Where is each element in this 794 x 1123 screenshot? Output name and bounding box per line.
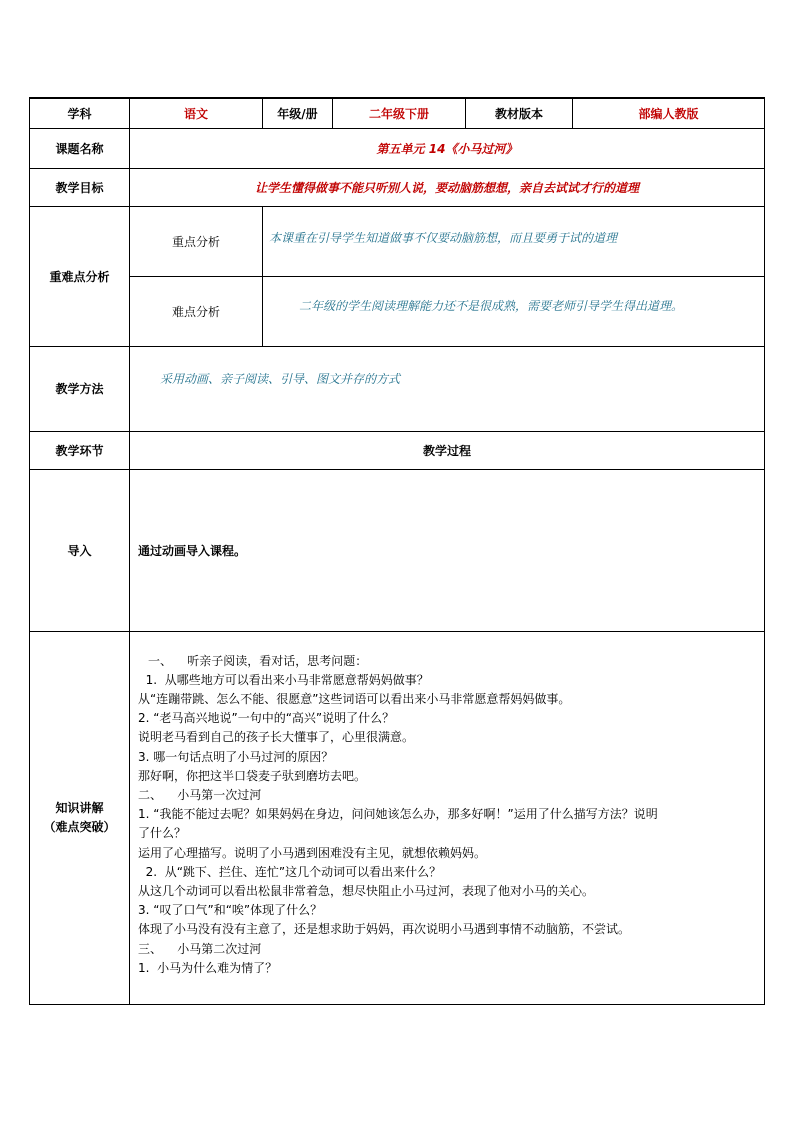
knowledge-line: 2. 从“跳下、拦住、连忙”这几个动词可以看出来什么？ <box>138 864 442 879</box>
knowledge-line: 1. “我能不能过去呢？如果妈妈在身边，问问她该怎么办，那多好啊！”运用了什么描写方法？说明 <box>138 807 658 822</box>
knowledge-line: 1. 小马为什么难为情了？ <box>138 960 278 975</box>
knowledge-content <box>130 631 765 1004</box>
knowledge-line: 三、 小马第二次过河 <box>138 941 262 956</box>
teaching-method-label: 教学方法 <box>30 346 130 431</box>
intro-value: 通过动画导入课程。 <box>130 469 765 631</box>
lesson-title-label: 课题名称 <box>30 128 130 168</box>
knowledge-line: 一、 听亲子阅读，看对话，思考问题： <box>148 653 368 668</box>
knowledge-line: 体现了小马没有没有主意了，还是想求助于妈妈，再次说明小马遇到事情不动脑筋，不尝试。 <box>138 922 631 937</box>
knowledge-line: 说明老马看到自己的孩子长大懂事了，心里很满意。 <box>138 730 415 745</box>
subject-value: 语文 <box>130 98 263 128</box>
stage-label: 教学环节 <box>30 431 130 469</box>
knowledge-label-line1: 知识讲解 <box>55 800 104 815</box>
grade-value: 二年级下册 <box>333 98 466 128</box>
knowledge-row <box>30 631 765 1004</box>
teaching-goal-value: 让学生懂得做事不能只听别人说，要动脑筋想想，亲自去试试才行的道理 <box>130 168 765 206</box>
knowledge-line: 3. 哪一句话点明了小马过河的原因？ <box>138 749 334 764</box>
knowledge-line: 3. “叹了口气”和“唉”体现了什么？ <box>138 903 323 918</box>
knowledge-line: 从这几个动词可以看出松鼠非常着急，想尽快阻止小马过河，表现了他对小马的关心。 <box>138 883 595 898</box>
lesson-title-row <box>30 128 765 168</box>
teaching-method-value: 采用动画、亲子阅读、引导、图文并存的方式 <box>130 346 765 431</box>
process-header-row <box>30 431 765 469</box>
knowledge-line: 从“连蹦带跳、怎么不能、很愿意”这些词语可以看出来小马非常愿意帮妈妈做事。 <box>138 691 571 706</box>
key-analysis-row <box>30 206 765 276</box>
lesson-plan-table <box>29 97 765 1005</box>
edition-label: 教材版本 <box>466 98 573 128</box>
difficult-analysis-value: 二年级的学生阅读理解能力还不是很成熟，需要老师引导学生得出道理。 <box>263 276 765 346</box>
grade-label: 年级/册 <box>263 98 333 128</box>
difficult-analysis-label: 难点分析 <box>130 276 263 346</box>
knowledge-label <box>30 631 130 1004</box>
difficult-analysis-row <box>30 276 765 346</box>
lesson-plan-sheet <box>29 97 764 1005</box>
edition-value: 部编人教版 <box>573 98 765 128</box>
knowledge-line: 那好啊，你把这半口袋麦子驮到磨坊去吧。 <box>138 768 367 783</box>
intro-label: 导入 <box>30 469 130 631</box>
header-row <box>30 98 765 128</box>
analysis-label: 重难点分析 <box>30 206 130 346</box>
knowledge-label-line2: （难点突破） <box>43 819 116 834</box>
teaching-method-row <box>30 346 765 431</box>
key-analysis-value: 本课重在引导学生知道做事不仅要动脑筋想，而且要勇于试的道理 <box>263 206 765 276</box>
subject-label: 学科 <box>30 98 130 128</box>
process-label: 教学过程 <box>130 431 765 469</box>
key-analysis-label: 重点分析 <box>130 206 263 276</box>
knowledge-line: 1. 从哪些地方可以看出来小马非常愿意帮妈妈做事？ <box>138 672 429 687</box>
teaching-goal-label: 教学目标 <box>30 168 130 206</box>
knowledge-line: 了什么？ <box>138 826 187 841</box>
teaching-goal-row <box>30 168 765 206</box>
intro-row <box>30 469 765 631</box>
lesson-title-value: 第五单元 14《小马过河》 <box>130 128 765 168</box>
knowledge-line: 2. “老马高兴地说”一句中的“高兴”说明了什么？ <box>138 711 395 726</box>
knowledge-line: 运用了心理描写。说明了小马遇到困难没有主见，就想依赖妈妈。 <box>138 845 487 860</box>
knowledge-line: 二、 小马第一次过河 <box>138 787 262 802</box>
